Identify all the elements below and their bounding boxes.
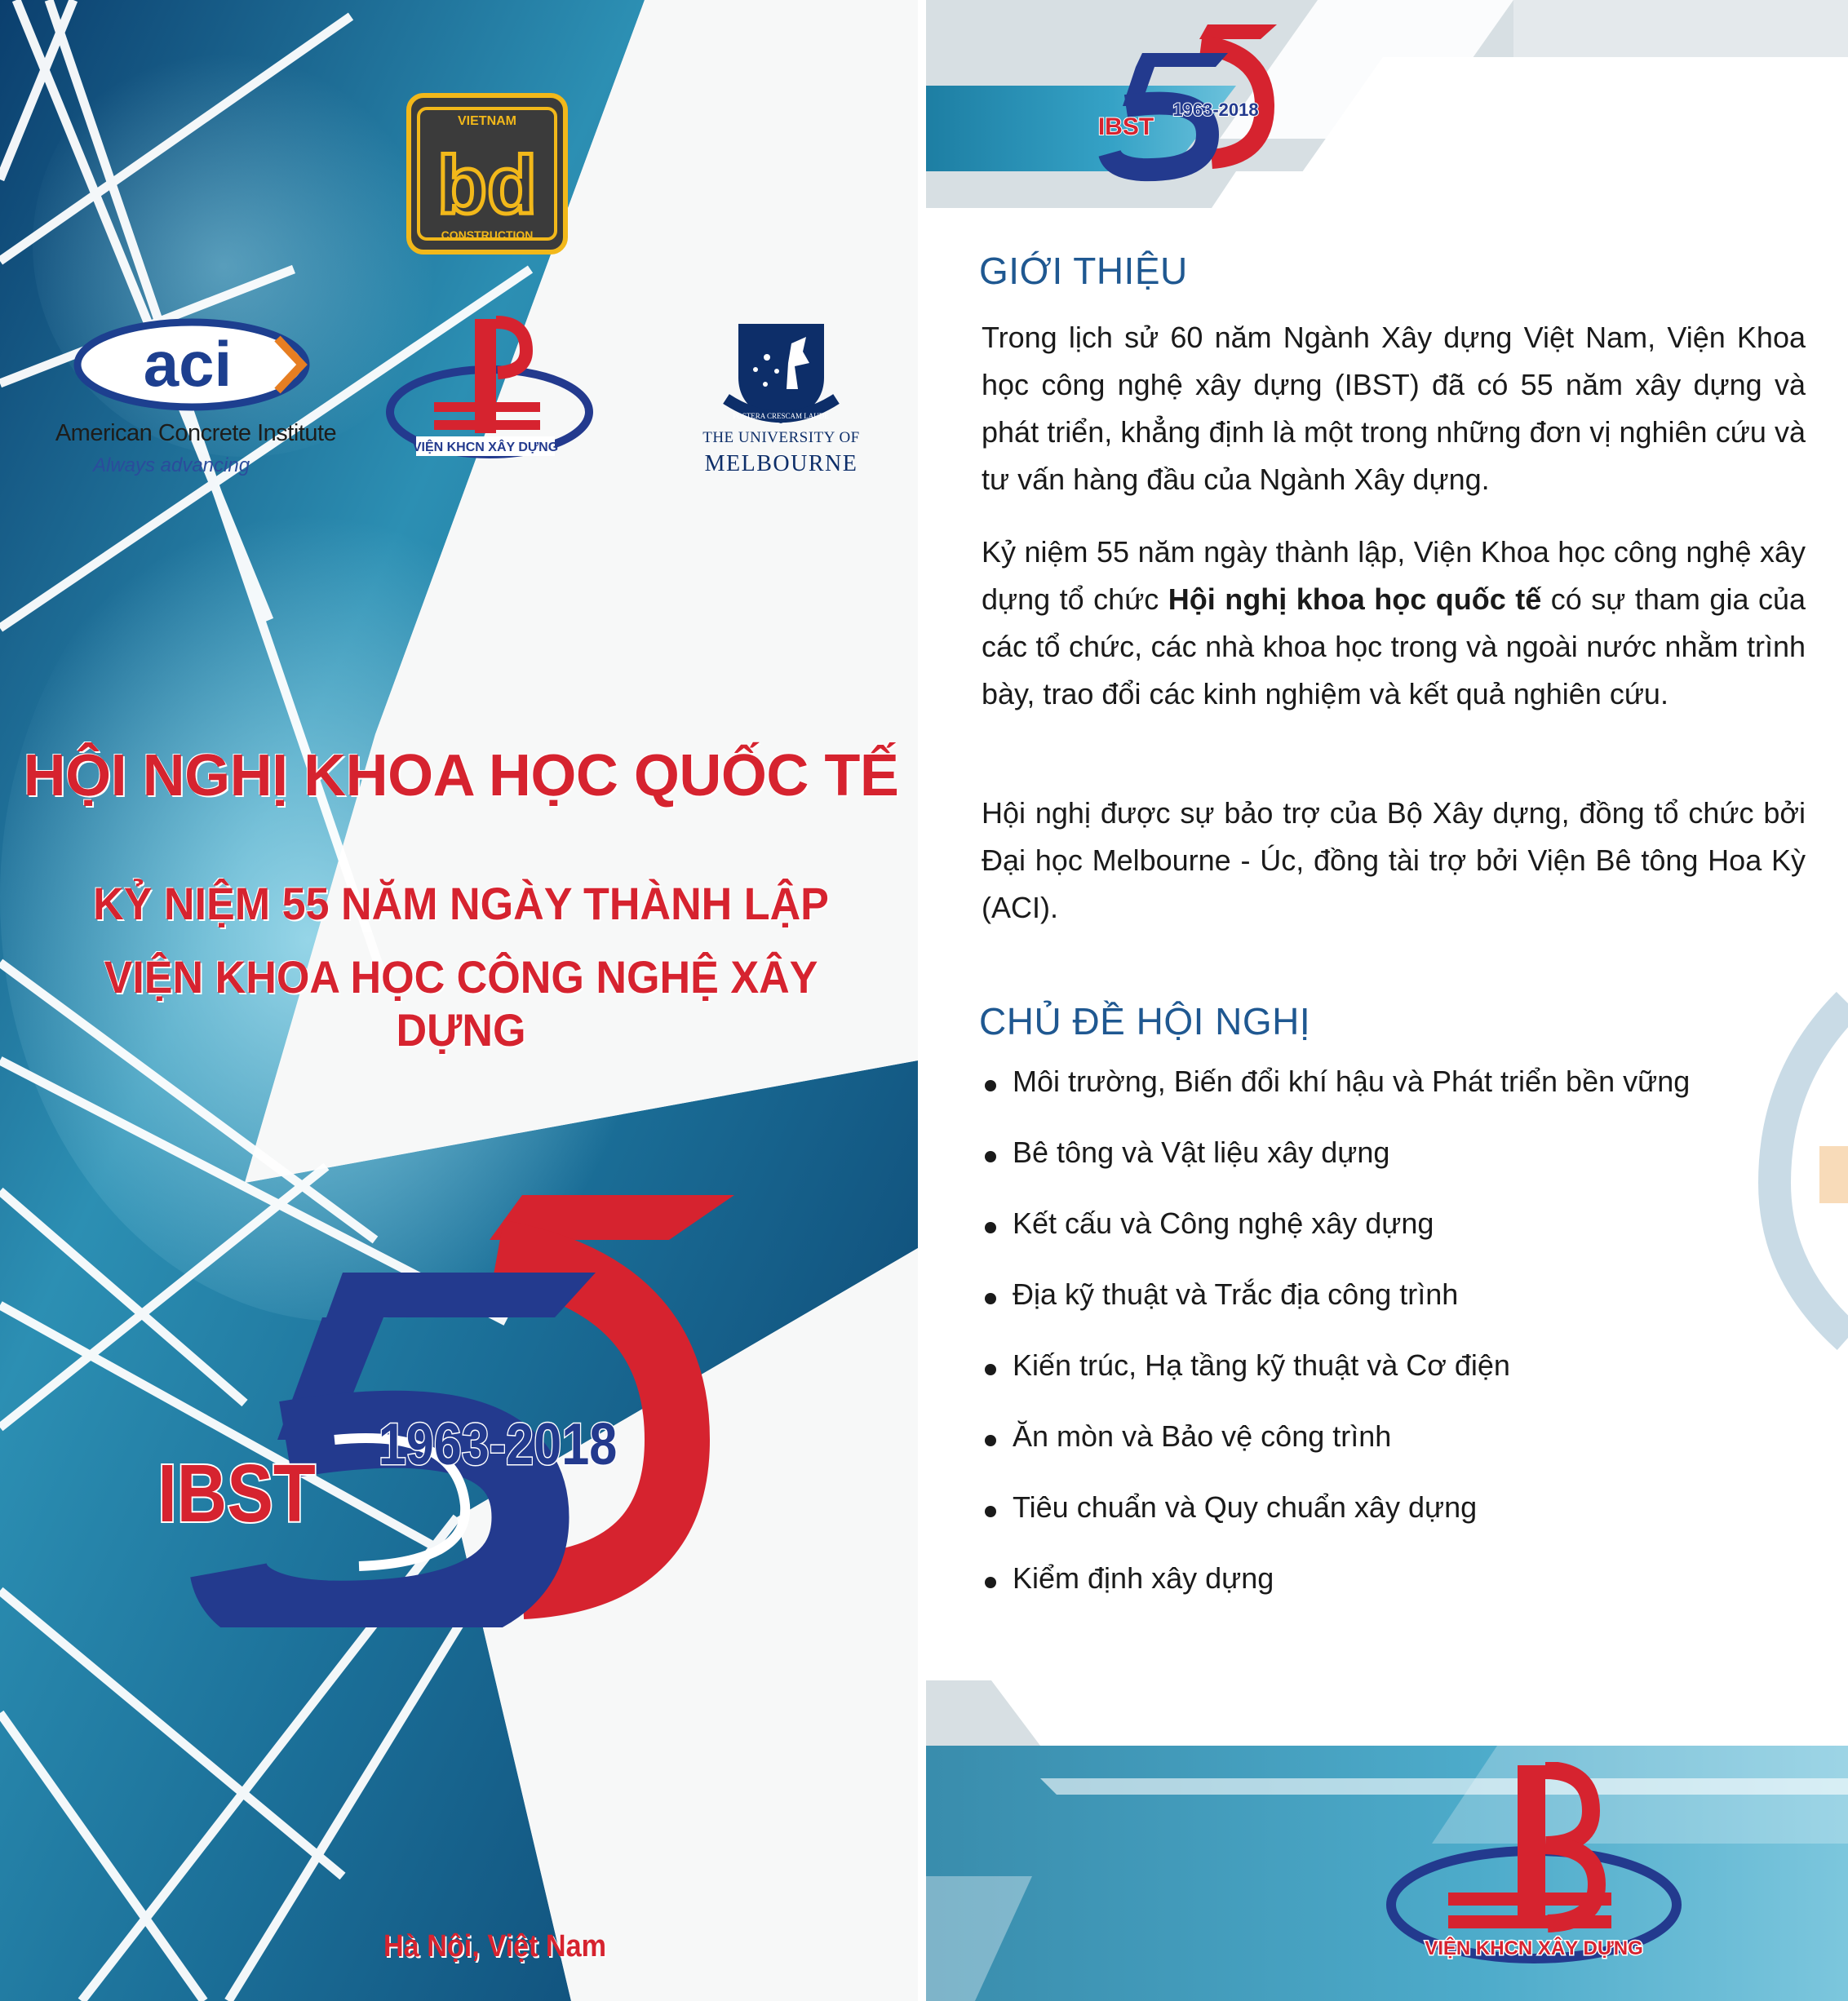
- aci-name: American Concrete Institute: [55, 420, 337, 446]
- aci-tagline: Always advancing: [92, 454, 250, 476]
- topics-list: [982, 1065, 1797, 1632]
- intro-paragraph-2-start: Kỷ niệm 55 năm ngày thành lập, Viện Khoa học công nghệ xây dựng tổ chức: [982, 535, 1806, 616]
- ibst-logo: [383, 314, 596, 469]
- list-item: Kết cấu và Công nghệ xây dựng: [982, 1206, 1797, 1277]
- inside-55-logo: [1077, 24, 1297, 188]
- aci-logo-mark: aci: [143, 328, 233, 400]
- list-item: Địa kỹ thuật và Trắc địa công trình: [982, 1277, 1797, 1348]
- cover-title: HỘI NGHỊ KHOA HỌC QUỐC TẾ: [23, 743, 899, 808]
- melbourne-motto: POSTERA CRESCAM LAUDE: [733, 412, 829, 420]
- cover-subtitle-1: KỶ NIỆM 55 NĂM NGÀY THÀNH LẬP: [93, 878, 829, 929]
- list-item: Ăn mòn và Bảo vệ công trình: [982, 1419, 1797, 1490]
- melbourne-logo: [702, 321, 861, 484]
- list-item: Tiêu chuẩn và Quy chuẩn xây dựng: [982, 1490, 1797, 1561]
- cover-place: Hà Nội, Việt Nam: [383, 1929, 607, 1963]
- list-item: Kiến trúc, Hạ tầng kỹ thuật và Cơ điện: [982, 1348, 1797, 1419]
- anniversary-55-logo: [147, 1195, 751, 1627]
- melbourne-line2: MELBOURNE: [704, 451, 858, 476]
- aci-logo: [33, 314, 359, 485]
- cover-panel: [0, 0, 918, 2001]
- inside-logo-org: IBST: [1097, 113, 1154, 140]
- inside-panel: [926, 0, 1848, 2001]
- list-item: Môi trường, Biến đổi khí hậu và Phát triển bền vững: [982, 1065, 1797, 1136]
- cover-subtitle-2: VIỆN KHOA HỌC CÔNG NGHỆ XÂY DỰNG: [104, 951, 818, 1056]
- intro-paragraph-2: [982, 529, 1806, 718]
- bd-logo-bottom-text: CONSTRUCTION: [441, 228, 534, 241]
- list-item: Kiểm định xây dựng: [982, 1561, 1797, 1632]
- intro-paragraph-3: Hội nghị được sự bảo trợ của Bộ Xây dựng, đồng tổ chức bởi Đại học Melbourne - Úc, đồng tài trợ bởi Viện Bê tông Hoa Kỳ (ACI).: [982, 796, 1806, 924]
- bd-logo-mark: bd: [437, 139, 538, 231]
- bottom-ibst-logo: [1383, 1762, 1693, 1974]
- fold-gap: [918, 0, 926, 2001]
- list-item: Bê tông và Vật liệu xây dựng: [982, 1136, 1797, 1206]
- topics-heading: CHỦ ĐỀ HỘI NGHỊ: [979, 1000, 1311, 1043]
- intro-paragraph-2-end: có sự tham gia của các tổ chức, các nhà khoa học trong và ngoài nước nhằm trình bày, trao đổi các kinh nghiệm và kết quả nghiên cứu.: [982, 582, 1806, 711]
- inside-logo-years: 1963-2018: [1172, 100, 1259, 120]
- anniversary-years: 1963-2018: [378, 1412, 618, 1478]
- bd-construction-logo: [405, 92, 569, 255]
- intro-paragraph-1: Trong lịch sử 60 năm Ngành Xây dựng Việt Nam, Viện Khoa học công nghệ xây dựng (IBST) đã có 55 năm xây dựng và phát triển, khẳng định là một trong những đơn vị nghiên cứu và tư vấn hàng đầu của Ngành Xây dựng.: [982, 321, 1806, 496]
- bd-logo-top-text: VIETNAM: [458, 114, 516, 128]
- ibst-logo-label: VIỆN KHCN XÂY DỰNG: [412, 440, 559, 454]
- melbourne-line1: THE UNIVERSITY OF: [702, 429, 860, 446]
- intro-paragraph-2-bold: Hội nghị khoa học quốc tế: [1168, 582, 1542, 616]
- anniversary-org: IBST: [157, 1447, 316, 1539]
- bottom-logo-label: VIỆN KHCN XÂY DỰNG: [1425, 1937, 1643, 1959]
- intro-heading: GIỚI THIỆU: [979, 250, 1188, 292]
